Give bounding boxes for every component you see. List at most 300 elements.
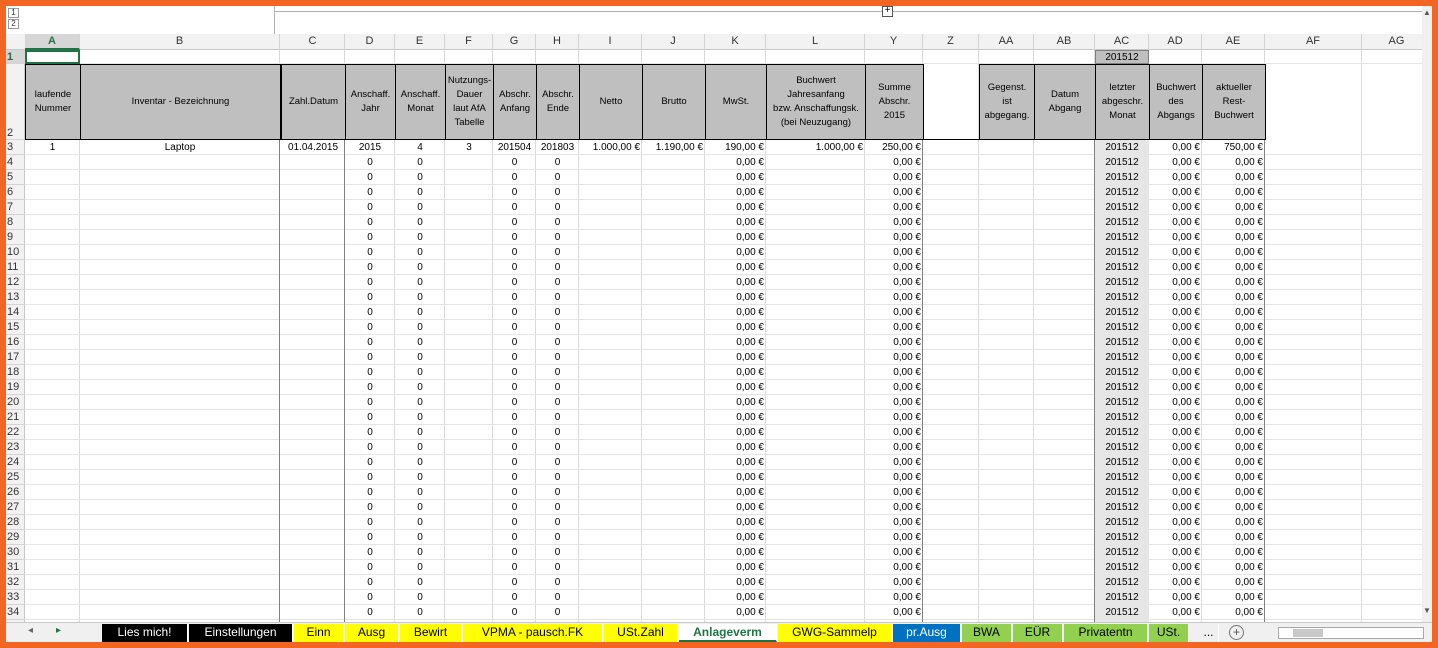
cell-ae11[interactable]: 0,00 €	[1235, 262, 1263, 273]
cell-k14[interactable]: 0,00 €	[736, 307, 764, 318]
cell-e7[interactable]: 0	[417, 202, 423, 213]
cell-ac20[interactable]: 201512	[1105, 397, 1139, 408]
cell-e27[interactable]: 0	[417, 502, 423, 513]
cell-g8[interactable]: 0	[511, 217, 518, 228]
cell-ae8[interactable]: 0,00 €	[1235, 217, 1263, 228]
column-header-ac[interactable]: AC	[1095, 34, 1149, 50]
column-header-i[interactable]: I	[579, 34, 642, 50]
cell-ad19[interactable]: 0,00 €	[1172, 382, 1200, 393]
cell-h7[interactable]: 0	[554, 202, 561, 213]
cell-k12[interactable]: 0,00 €	[736, 277, 764, 288]
tab-scroll-right-icon[interactable]: ▸	[56, 625, 62, 636]
cell-k15[interactable]: 0,00 €	[736, 322, 764, 333]
cell-d33[interactable]: 0	[367, 592, 373, 603]
cell-g13[interactable]: 0	[511, 292, 518, 303]
cell-ac10[interactable]: 201512	[1105, 247, 1139, 258]
cell-ac7[interactable]: 201512	[1105, 202, 1139, 213]
cell-h8[interactable]: 0	[554, 217, 561, 228]
cell-k20[interactable]: 0,00 €	[736, 397, 764, 408]
cell-ad18[interactable]: 0,00 €	[1172, 367, 1200, 378]
sheet-tab-eür[interactable]: EÜR	[1013, 624, 1063, 642]
cell-e26[interactable]: 0	[417, 487, 423, 498]
cell-ac33[interactable]: 201512	[1105, 592, 1139, 603]
cell-k5[interactable]: 0,00 €	[736, 172, 764, 183]
row-header-2[interactable]: 2	[6, 64, 25, 140]
cell-ad15[interactable]: 0,00 €	[1172, 322, 1200, 333]
cell-ae24[interactable]: 0,00 €	[1235, 457, 1263, 468]
cell-y6[interactable]: 0,00 €	[893, 187, 921, 198]
cell-ac32[interactable]: 201512	[1105, 577, 1139, 588]
cell-ac16[interactable]: 201512	[1105, 337, 1139, 348]
sheet-tab-ust-zahl[interactable]: USt.Zahl	[604, 624, 678, 642]
cell-ae5[interactable]: 0,00 €	[1235, 172, 1263, 183]
cell-ad14[interactable]: 0,00 €	[1172, 307, 1200, 318]
cell-ad20[interactable]: 0,00 €	[1172, 397, 1200, 408]
cell-e11[interactable]: 0	[417, 262, 423, 273]
cell-k7[interactable]: 0,00 €	[736, 202, 764, 213]
cell-y15[interactable]: 0,00 €	[893, 322, 921, 333]
cell-h9[interactable]: 0	[554, 232, 561, 243]
cell-h19[interactable]: 0	[554, 382, 561, 393]
cell-g5[interactable]: 0	[511, 172, 518, 183]
column-header-d[interactable]: D	[345, 34, 395, 50]
cell-g12[interactable]: 0	[511, 277, 518, 288]
selected-cell-a1[interactable]	[25, 50, 80, 64]
cell-d15[interactable]: 0	[367, 322, 373, 333]
cell-ae27[interactable]: 0,00 €	[1235, 502, 1263, 513]
cell-g15[interactable]: 0	[511, 322, 518, 333]
row-header-20[interactable]: 20	[6, 395, 25, 410]
cell-ad13[interactable]: 0,00 €	[1172, 292, 1200, 303]
cell-ae12[interactable]: 0,00 €	[1235, 277, 1263, 288]
cell-d16[interactable]: 0	[367, 337, 373, 348]
row-header-21[interactable]: 21	[6, 410, 25, 425]
cell-ad21[interactable]: 0,00 €	[1172, 412, 1200, 423]
cell-y28[interactable]: 0,00 €	[893, 517, 921, 528]
cell-k26[interactable]: 0,00 €	[736, 487, 764, 498]
cell-ae16[interactable]: 0,00 €	[1235, 337, 1263, 348]
cell-e6[interactable]: 0	[417, 187, 423, 198]
cell-ad12[interactable]: 0,00 €	[1172, 277, 1200, 288]
cell-g18[interactable]: 0	[511, 367, 518, 378]
cell-k4[interactable]: 0,00 €	[736, 157, 764, 168]
cell-k9[interactable]: 0,00 €	[736, 232, 764, 243]
sheet-tab-anlageverm[interactable]: Anlageverm	[679, 624, 777, 642]
cell-ae19[interactable]: 0,00 €	[1235, 382, 1263, 393]
cell-y29[interactable]: 0,00 €	[893, 532, 921, 543]
column-header-ae[interactable]: AE	[1202, 34, 1265, 50]
row-header-33[interactable]: 33	[6, 590, 25, 605]
cell-ae13[interactable]: 0,00 €	[1235, 292, 1263, 303]
cell-ae6[interactable]: 0,00 €	[1235, 187, 1263, 198]
cell-ac23[interactable]: 201512	[1105, 442, 1139, 453]
cell-ac4[interactable]: 201512	[1105, 157, 1139, 168]
cell-h4[interactable]: 0	[554, 157, 561, 168]
row-header-13[interactable]: 13	[6, 290, 25, 305]
cell-h13[interactable]: 0	[554, 292, 561, 303]
row-header-18[interactable]: 18	[6, 365, 25, 380]
cell-ac25[interactable]: 201512	[1105, 472, 1139, 483]
cell-k17[interactable]: 0,00 €	[736, 352, 764, 363]
cell-e17[interactable]: 0	[417, 352, 423, 363]
cell-g17[interactable]: 0	[511, 352, 518, 363]
cell-g6[interactable]: 0	[511, 187, 518, 198]
cell-g31[interactable]: 0	[511, 562, 518, 573]
cell-d14[interactable]: 0	[367, 307, 373, 318]
row-header-8[interactable]: 8	[6, 215, 25, 230]
cell-y32[interactable]: 0,00 €	[893, 577, 921, 588]
cell-e8[interactable]: 0	[417, 217, 423, 228]
cell-d5[interactable]: 0	[367, 172, 373, 183]
cell-d23[interactable]: 0	[367, 442, 373, 453]
cell-g28[interactable]: 0	[511, 517, 518, 528]
cell-k29[interactable]: 0,00 €	[736, 532, 764, 543]
cell-h34[interactable]: 0	[554, 607, 561, 618]
column-header-k[interactable]: K	[705, 34, 766, 50]
row-header-1[interactable]: 1	[6, 50, 25, 64]
column-header-ab[interactable]: AB	[1034, 34, 1095, 50]
cell-ae9[interactable]: 0,00 €	[1235, 232, 1263, 243]
cell-ae21[interactable]: 0,00 €	[1235, 412, 1263, 423]
cell-k34[interactable]: 0,00 €	[736, 607, 764, 618]
cell-d3[interactable]: 2015	[358, 142, 382, 153]
cell-ac29[interactable]: 201512	[1105, 532, 1139, 543]
cell-h11[interactable]: 0	[554, 262, 561, 273]
cell-ad10[interactable]: 0,00 €	[1172, 247, 1200, 258]
cell-b3[interactable]: Laptop	[164, 142, 196, 153]
cell-h29[interactable]: 0	[554, 532, 561, 543]
column-header-af[interactable]: AF	[1265, 34, 1362, 50]
cell-ae25[interactable]: 0,00 €	[1235, 472, 1263, 483]
cell-j3[interactable]: 1.190,00 €	[655, 142, 703, 153]
cell-ac13[interactable]: 201512	[1105, 292, 1139, 303]
cell-ac17[interactable]: 201512	[1105, 352, 1139, 363]
outline-level-1-button[interactable]: 1	[8, 8, 19, 18]
cell-ac1[interactable]: 201512	[1095, 50, 1149, 64]
sheet-tab-einn[interactable]: Einn	[294, 624, 344, 642]
cell-h14[interactable]: 0	[554, 307, 561, 318]
row-header-22[interactable]: 22	[6, 425, 25, 440]
cell-k32[interactable]: 0,00 €	[736, 577, 764, 588]
cell-ac14[interactable]: 201512	[1105, 307, 1139, 318]
column-header-a[interactable]: A	[25, 34, 80, 50]
cell-e12[interactable]: 0	[417, 277, 423, 288]
cell-d28[interactable]: 0	[367, 517, 373, 528]
cell-e20[interactable]: 0	[417, 397, 423, 408]
row-header-7[interactable]: 7	[6, 200, 25, 215]
cell-ac24[interactable]: 201512	[1105, 457, 1139, 468]
cell-ad26[interactable]: 0,00 €	[1172, 487, 1200, 498]
cell-h24[interactable]: 0	[554, 457, 561, 468]
cell-ad25[interactable]: 0,00 €	[1172, 472, 1200, 483]
tab-scroll-left-icon[interactable]: ◂	[28, 625, 34, 636]
cell-e22[interactable]: 0	[417, 427, 423, 438]
cell-e32[interactable]: 0	[417, 577, 423, 588]
cell-e23[interactable]: 0	[417, 442, 423, 453]
cell-y33[interactable]: 0,00 €	[893, 592, 921, 603]
cell-e30[interactable]: 0	[417, 547, 423, 558]
cell-d21[interactable]: 0	[367, 412, 373, 423]
cell-g30[interactable]: 0	[511, 547, 518, 558]
cell-e5[interactable]: 0	[417, 172, 423, 183]
cell-g14[interactable]: 0	[511, 307, 518, 318]
cell-e29[interactable]: 0	[417, 532, 423, 543]
cell-d22[interactable]: 0	[367, 427, 373, 438]
row-header-15[interactable]: 15	[6, 320, 25, 335]
row-header-26[interactable]: 26	[6, 485, 25, 500]
cell-ad8[interactable]: 0,00 €	[1172, 217, 1200, 228]
column-header-b[interactable]: B	[80, 34, 280, 50]
outline-expand-button[interactable]: +	[882, 6, 893, 17]
cell-ae4[interactable]: 0,00 €	[1235, 157, 1263, 168]
cell-y10[interactable]: 0,00 €	[893, 247, 921, 258]
cell-e24[interactable]: 0	[417, 457, 423, 468]
cell-ae31[interactable]: 0,00 €	[1235, 562, 1263, 573]
cell-y11[interactable]: 0,00 €	[893, 262, 921, 273]
cell-ad24[interactable]: 0,00 €	[1172, 457, 1200, 468]
column-header-ag[interactable]: AG	[1362, 34, 1432, 50]
cell-d27[interactable]: 0	[367, 502, 373, 513]
cell-y14[interactable]: 0,00 €	[893, 307, 921, 318]
cell-ac5[interactable]: 201512	[1105, 172, 1139, 183]
cell-k18[interactable]: 0,00 €	[736, 367, 764, 378]
row-header-30[interactable]: 30	[6, 545, 25, 560]
cell-ad22[interactable]: 0,00 €	[1172, 427, 1200, 438]
cell-k19[interactable]: 0,00 €	[736, 382, 764, 393]
cell-ac12[interactable]: 201512	[1105, 277, 1139, 288]
cell-k6[interactable]: 0,00 €	[736, 187, 764, 198]
cell-y24[interactable]: 0,00 €	[893, 457, 921, 468]
cell-ac8[interactable]: 201512	[1105, 217, 1139, 228]
row-header-31[interactable]: 31	[6, 560, 25, 575]
cell-f3[interactable]: 3	[466, 142, 472, 153]
cell-ac34[interactable]: 201512	[1105, 607, 1139, 618]
cell-e33[interactable]: 0	[417, 592, 423, 603]
cell-k31[interactable]: 0,00 €	[736, 562, 764, 573]
sheet-tab-pr-ausg[interactable]: pr.Ausg	[893, 624, 961, 642]
cell-ad16[interactable]: 0,00 €	[1172, 337, 1200, 348]
cell-d11[interactable]: 0	[367, 262, 373, 273]
cell-y9[interactable]: 0,00 €	[893, 232, 921, 243]
sheet-tab-gwg-sammelp[interactable]: GWG-Sammelp	[778, 624, 892, 642]
cell-d6[interactable]: 0	[367, 187, 373, 198]
row-header-11[interactable]: 11	[6, 260, 25, 275]
row-header-27[interactable]: 27	[6, 500, 25, 515]
cell-y18[interactable]: 0,00 €	[893, 367, 921, 378]
cell-ac3[interactable]: 201512	[1105, 142, 1139, 153]
cell-ad3[interactable]: 0,00 €	[1172, 142, 1200, 153]
column-header-aa[interactable]: AA	[979, 34, 1034, 50]
sheet-tab-bwa[interactable]: BWA	[962, 624, 1012, 642]
cell-ac28[interactable]: 201512	[1105, 517, 1139, 528]
cell-g4[interactable]: 0	[511, 157, 518, 168]
cell-ad31[interactable]: 0,00 €	[1172, 562, 1200, 573]
row-header-25[interactable]: 25	[6, 470, 25, 485]
cell-ae17[interactable]: 0,00 €	[1235, 352, 1263, 363]
cell-y26[interactable]: 0,00 €	[893, 487, 921, 498]
cell-k27[interactable]: 0,00 €	[736, 502, 764, 513]
add-sheet-icon[interactable]: +	[1229, 625, 1244, 640]
cell-g33[interactable]: 0	[511, 592, 518, 603]
cell-d29[interactable]: 0	[367, 532, 373, 543]
cell-g22[interactable]: 0	[511, 427, 518, 438]
cell-k21[interactable]: 0,00 €	[736, 412, 764, 423]
cell-ad27[interactable]: 0,00 €	[1172, 502, 1200, 513]
cell-g21[interactable]: 0	[511, 412, 518, 423]
cell-e19[interactable]: 0	[417, 382, 423, 393]
cell-ad34[interactable]: 0,00 €	[1172, 607, 1200, 618]
cell-h21[interactable]: 0	[554, 412, 561, 423]
outline-level-2-button[interactable]: 2	[8, 19, 19, 29]
cell-h27[interactable]: 0	[554, 502, 561, 513]
cell-d20[interactable]: 0	[367, 397, 373, 408]
cell-ac19[interactable]: 201512	[1105, 382, 1139, 393]
cell-ae7[interactable]: 0,00 €	[1235, 202, 1263, 213]
cell-h28[interactable]: 0	[554, 517, 561, 528]
column-header-j[interactable]: J	[642, 34, 705, 50]
cell-ac6[interactable]: 201512	[1105, 187, 1139, 198]
cell-h3[interactable]: 201803	[540, 142, 575, 153]
cell-ae26[interactable]: 0,00 €	[1235, 487, 1263, 498]
cell-ad5[interactable]: 0,00 €	[1172, 172, 1200, 183]
cell-ad29[interactable]: 0,00 €	[1172, 532, 1200, 543]
cell-e14[interactable]: 0	[417, 307, 423, 318]
cell-h18[interactable]: 0	[554, 367, 561, 378]
cell-c3[interactable]: 01.04.2015	[287, 142, 339, 153]
row-header-9[interactable]: 9	[6, 230, 25, 245]
cell-ae14[interactable]: 0,00 €	[1235, 307, 1263, 318]
cell-d9[interactable]: 0	[367, 232, 373, 243]
cell-k16[interactable]: 0,00 €	[736, 337, 764, 348]
cell-g10[interactable]: 0	[511, 247, 518, 258]
cell-ae20[interactable]: 0,00 €	[1235, 397, 1263, 408]
cell-g23[interactable]: 0	[511, 442, 518, 453]
cell-y34[interactable]: 0,00 €	[893, 607, 921, 618]
cell-ae28[interactable]: 0,00 €	[1235, 517, 1263, 528]
cell-g32[interactable]: 0	[511, 577, 518, 588]
cell-ac15[interactable]: 201512	[1105, 322, 1139, 333]
cell-k11[interactable]: 0,00 €	[736, 262, 764, 273]
cell-ad7[interactable]: 0,00 €	[1172, 202, 1200, 213]
cell-ac26[interactable]: 201512	[1105, 487, 1139, 498]
column-header-g[interactable]: G	[493, 34, 536, 50]
cell-e31[interactable]: 0	[417, 562, 423, 573]
cell-d30[interactable]: 0	[367, 547, 373, 558]
cell-g24[interactable]: 0	[511, 457, 518, 468]
cell-h16[interactable]: 0	[554, 337, 561, 348]
cell-y13[interactable]: 0,00 €	[893, 292, 921, 303]
cell-ae32[interactable]: 0,00 €	[1235, 577, 1263, 588]
cell-g34[interactable]: 0	[511, 607, 518, 618]
cell-ad32[interactable]: 0,00 €	[1172, 577, 1200, 588]
scroll-down-icon[interactable]: ▼	[1423, 606, 1431, 615]
cell-k28[interactable]: 0,00 €	[736, 517, 764, 528]
column-header-f[interactable]: F	[445, 34, 493, 50]
row-header-32[interactable]: 32	[6, 575, 25, 590]
row-header-16[interactable]: 16	[6, 335, 25, 350]
cell-h25[interactable]: 0	[554, 472, 561, 483]
row-header-34[interactable]: 34	[6, 605, 25, 620]
cell-ae33[interactable]: 0,00 €	[1235, 592, 1263, 603]
cell-y12[interactable]: 0,00 €	[893, 277, 921, 288]
cell-d19[interactable]: 0	[367, 382, 373, 393]
cell-y8[interactable]: 0,00 €	[893, 217, 921, 228]
row-header-12[interactable]: 12	[6, 275, 25, 290]
column-header-l[interactable]: L	[766, 34, 865, 50]
cell-h12[interactable]: 0	[554, 277, 561, 288]
cell-e3[interactable]: 4	[417, 142, 423, 153]
cell-k3[interactable]: 190,00 €	[725, 142, 764, 153]
cell-i3[interactable]: 1.000,00 €	[592, 142, 640, 153]
cell-ad9[interactable]: 0,00 €	[1172, 232, 1200, 243]
cell-d4[interactable]: 0	[367, 157, 373, 168]
cell-k30[interactable]: 0,00 €	[736, 547, 764, 558]
cell-y31[interactable]: 0,00 €	[893, 562, 921, 573]
cell-k10[interactable]: 0,00 €	[736, 247, 764, 258]
cell-e25[interactable]: 0	[417, 472, 423, 483]
cell-ad4[interactable]: 0,00 €	[1172, 157, 1200, 168]
cell-g29[interactable]: 0	[511, 532, 518, 543]
cell-ac27[interactable]: 201512	[1105, 502, 1139, 513]
cell-y4[interactable]: 0,00 €	[893, 157, 921, 168]
cell-ae34[interactable]: 0,00 €	[1235, 607, 1263, 618]
scroll-up-icon[interactable]: ▲	[1423, 8, 1431, 17]
cell-a3[interactable]: 1	[49, 142, 56, 153]
cell-d24[interactable]: 0	[367, 457, 373, 468]
cell-d8[interactable]: 0	[367, 217, 373, 228]
horizontal-scrollbar[interactable]	[1278, 627, 1424, 639]
cell-g20[interactable]: 0	[511, 397, 518, 408]
cell-d7[interactable]: 0	[367, 202, 373, 213]
cell-g19[interactable]: 0	[511, 382, 518, 393]
cell-d18[interactable]: 0	[367, 367, 373, 378]
cell-d32[interactable]: 0	[367, 577, 373, 588]
row-header-14[interactable]: 14	[6, 305, 25, 320]
cell-g25[interactable]: 0	[511, 472, 518, 483]
cell-ae23[interactable]: 0,00 €	[1235, 442, 1263, 453]
cell-ad23[interactable]: 0,00 €	[1172, 442, 1200, 453]
cell-k33[interactable]: 0,00 €	[736, 592, 764, 603]
cell-y23[interactable]: 0,00 €	[893, 442, 921, 453]
cell-h17[interactable]: 0	[554, 352, 561, 363]
row-header-10[interactable]: 10	[6, 245, 25, 260]
row-header-5[interactable]: 5	[6, 170, 25, 185]
cell-e34[interactable]: 0	[417, 607, 423, 618]
cell-h30[interactable]: 0	[554, 547, 561, 558]
cell-ad6[interactable]: 0,00 €	[1172, 187, 1200, 198]
cell-d12[interactable]: 0	[367, 277, 373, 288]
cell-e18[interactable]: 0	[417, 367, 423, 378]
row-header-4[interactable]: 4	[6, 155, 25, 170]
sheet-tab-privatentn[interactable]: Privatentn	[1064, 624, 1148, 642]
cell-g26[interactable]: 0	[511, 487, 518, 498]
cell-e16[interactable]: 0	[417, 337, 423, 348]
cell-e15[interactable]: 0	[417, 322, 423, 333]
cell-e28[interactable]: 0	[417, 517, 423, 528]
sheet-tab-vpma-pausch-fk[interactable]: VPMA - pausch.FK	[463, 624, 603, 642]
cell-e4[interactable]: 0	[417, 157, 423, 168]
cell-d31[interactable]: 0	[367, 562, 373, 573]
cell-e9[interactable]: 0	[417, 232, 423, 243]
cell-ae15[interactable]: 0,00 €	[1235, 322, 1263, 333]
cell-ac18[interactable]: 201512	[1105, 367, 1139, 378]
cell-h26[interactable]: 0	[554, 487, 561, 498]
cell-ac21[interactable]: 201512	[1105, 412, 1139, 423]
tab-more-button[interactable]: ...	[1199, 624, 1219, 642]
cell-ad28[interactable]: 0,00 €	[1172, 517, 1200, 528]
cell-d26[interactable]: 0	[367, 487, 373, 498]
cell-ad30[interactable]: 0,00 €	[1172, 547, 1200, 558]
